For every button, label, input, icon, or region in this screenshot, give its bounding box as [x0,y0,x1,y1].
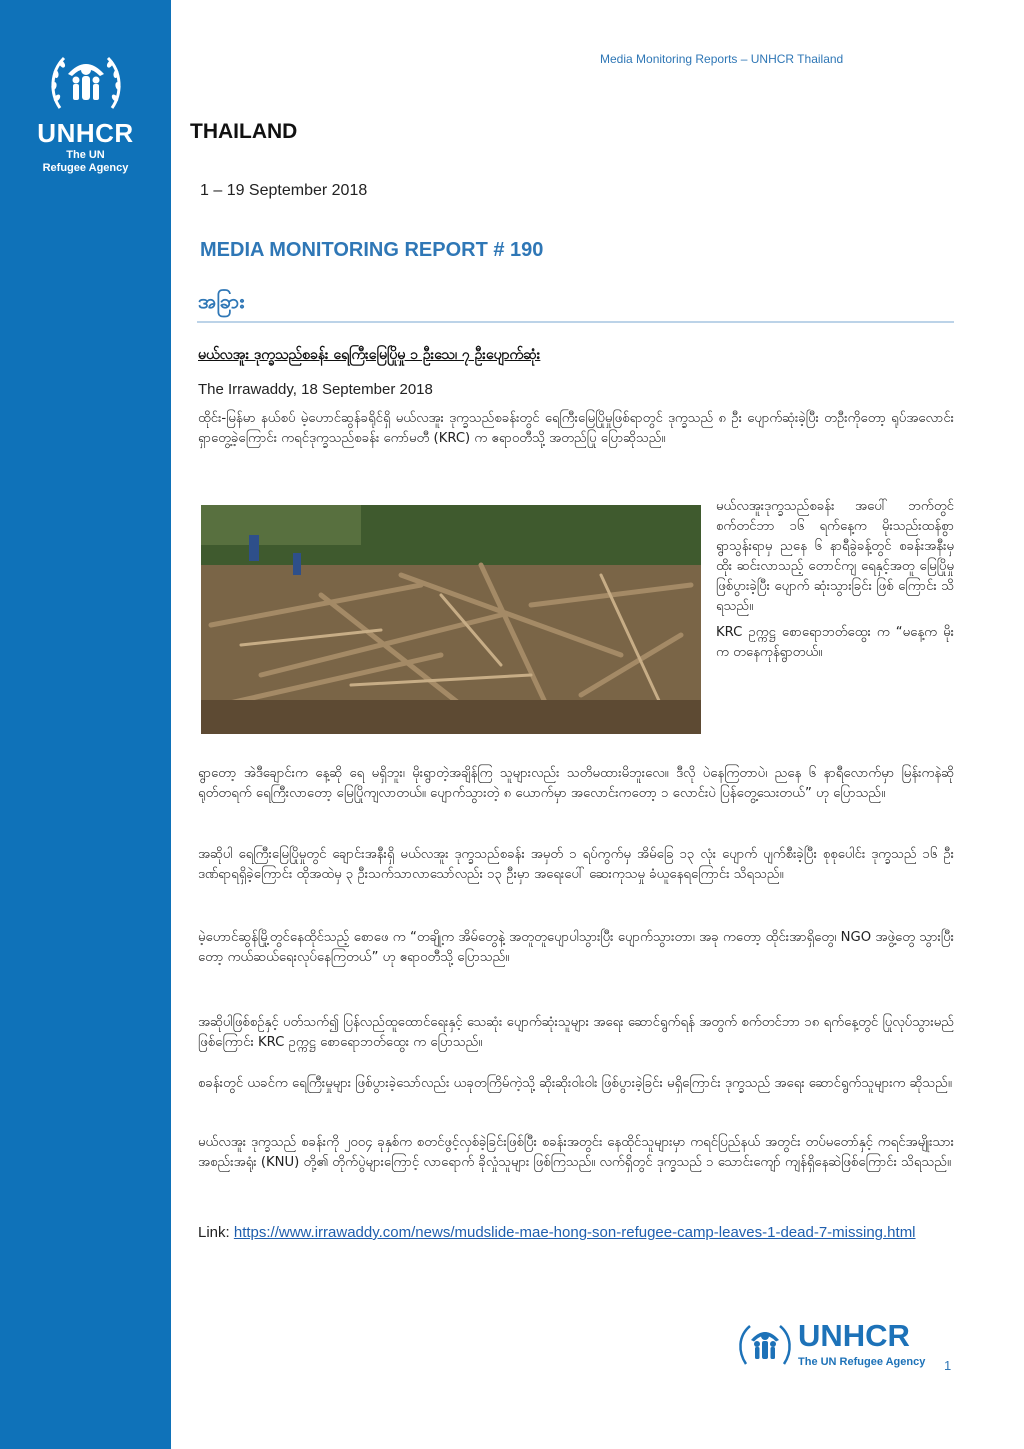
sidebar-band [0,0,171,1449]
article-paragraph-side [716,497,954,663]
mudslide-photo [201,505,701,734]
article-quote-start: KRC ဥက္ကဋ္ဌ စောရောဘတ်ထွေး က “မနေ့က မိုးက တနေကုန်ရွာတယ်။ [716,625,954,660]
article-paragraph: ရွာတော့ အဲဒီချောင်းက နေ့ဆို ရေ မရှိဘူး၊ မိုးရွာတဲ့အချိန်ကြ သူများလည်း သတိမထားမိဘူးလေ။ ဒီလို ပဲနေကြတာပဲ၊ ညနေ ၆ နာရီလောက်မှာ မြန်းကနဲဆို ရုတ်တရက် ရေကြီးလာတော့ မြေပြိုကျလာတယ်။ ပျောက်သွားတဲ့ ၈ ယောက်မှာ အလောင်းကတော့ ၁ လောင်းပဲ ပြန်တွေ့သေးတယ်” ဟု ပြောသည်။ [198,766,954,801]
article-paragraph: မယ်လအူး ဒုက္ခသည် စခန်းကို ၂၀၀၄ ခုနှစ်က စတင်ဖွင့်လှစ်ခဲ့ခြင်းဖြစ်ပြီး စခန်းအတွင်း နေထိုင်သူများမှာ ကရင်ပြည်နယ် အတွင်း တပ်မတော်နှင့် ကရင်အမျိုးသား အစည်းအရုံး (KNU) တို့၏ တိုက်ပွဲများကြောင့် လာရောက် ခိုလှုံသူများ ဖြစ်ကြသည်။ လက်ရှိတွင် ဒုက္ခသည် ၁ သောင်းကျော် ကျန်ရှိနေဆဲဖြစ်ကြောင်း သိရသည်။ [198,1135,954,1170]
article-paragraph: စခန်းတွင် ယခင်က ရေကြီးမှုများ ဖြစ်ပွားခဲ့သော်လည်း ယခုတကြိမ်ကဲ့သို့ ဆိုးဆိုးဝါးဝါး ဖြစ်ပွားခဲ့ခြင်း မရှိကြောင်း ဒုက္ခသည် အရေး ဆောင်ရွက်သူများက ဆိုသည်။ [198,1076,952,1091]
footer-sub-text: The UN Refugee Agency [798,1356,926,1368]
article-paragraph: မဲ့ဟောင်ဆွန်မြို့တွင်နေထိုင်သည့် စောဖေ က “တချို့က အိမ်တွေနဲ့ အတူတူပျောပါသွားပြီး ပျောက်သွားတာ၊ အခု ကတော့ ထိုင်းအာရှိတွေ၊ NGO အဖွဲ့တွေ သွားပြီးတော့ ကယ်ဆယ်ရေးလုပ်နေကြတယ်” ဟု ဧရာဝတီသို့ ပြောသည်။ [198,930,954,965]
article-paragraph: အဆိုပါဖြစ်စဉ်နှင့် ပတ်သက်၍ ပြန်လည်ထူထောင်ရေးနှင့် သေဆုံး ပျောက်ဆုံးသူများ အရေး ဆောင်ရွက်ရန် အတွက် စက်တင်ဘာ ၁၈ ရက်နေ့တွင် ပြုလုပ်သွားမည်ဖြစ်ကြောင်း KRC ဥက္ကဋ္ဌ စောရောဘတ်ထွေး က ပြောသည်။ [198,1015,954,1050]
running-header: Media Monitoring Reports – UNHCR Thailand [600,52,844,66]
date-range: 1 – 19 September 2018 [200,182,368,199]
logo-brand-text: UNHCR [37,118,134,148]
country-title: THAILAND [190,120,298,143]
section-title: အခြား [198,289,245,313]
unhcr-logo [28,50,143,175]
source-link[interactable]: https://www.irrawaddy.com/news/mudslide-mae-hong-son-refugee-camp-leaves-1-dead-7-missing.html [233,1224,916,1241]
article-paragraph: ထိုင်း-မြန်မာ နယ်စပ် မဲ့ဟောင်ဆွန်ခရိုင်ရှိ မယ်လအူး ဒုက္ခသည်စခန်းတွင် ရေကြီးမြေပြိုမှုဖြစ်ရာတွင် ဒုက္ခသည် ၈ ဦး ပျောက်ဆုံးခဲ့ပြီး တဦးကိုတော့ ရုပ်အလောင်း ရှာတွေ့ခဲ့ကြောင်း ကရင်ဒုက္ခသည်စခန်း ကော်မတီ (KRC) က ဧရာဝတီသို့ အတည်ပြု ပြောဆိုသည်။ [198,411,954,446]
section-divider [197,321,954,323]
source-link-block [198,1221,958,1245]
article-source: The Irrawaddy, 18 September 2018 [198,381,433,398]
article-paragraph: အဆိုပါ ရေကြီးမြေပြိုမှုတွင် ချောင်းအနီးရှိ မယ်လအူး ဒုက္ခသည်စခန်း အမှတ် ၁ ရပ်ကွက်မှ အိမ်ခြေ ၁၃ လုံး ပျောက် ပျက်စီးခဲ့ပြီး စုစုပေါင်း ဒုက္ခသည် ၁၆ ဦး ဒဏ်ရာရရှိခဲ့ကြောင်း ထိုအထဲမှ ၃ ဦးသက်သာလာသော်လည်း ၁၃ ဦးမှာ အရေးပေါ် ဆေးကုသမှု ခံယူနေရကြောင်း သိရသည်။ [198,847,954,882]
logo-sub-line2: Refugee Agency [42,162,129,174]
footer-brand-text: UNHCR [798,1318,910,1353]
logo-sub-line1: The UN [66,149,105,161]
footer-logo [738,1318,928,1374]
unhcr-emblem-icon [48,50,124,116]
report-title: MEDIA MONITORING REPORT # 190 [200,239,544,261]
article-paragraph: မယ်လအူးဒုက္ခသည်စခန်း အပေါ် ဘက်တွင် စက်တင်ဘာ ၁၆ ရက်နေ့က မိုးသည်းထန်စွာ ရွာသွန်းရာမှ ညနေ ၆ နာရီခွဲခန့်တွင် စခန်းအနီးမှ ထိုး ဆင်းလာသည့် တောင်ကျ ရေနှင့်အတူ မြေပြိုမှုဖြစ်ပွားခဲ့ပြီး ပျောက် ဆုံးသွားခြင်း ဖြစ် ကြောင်း သိရသည်။ [716,499,954,614]
unhcr-emblem-icon [738,1322,792,1368]
page-number: 1 [944,1358,952,1373]
article-headline: မယ်လအူး ဒုက္ခသည်စခန်း ရေကြီးမြေပြိုမှု ၁ ဦးသေ၊ ၇ ဦးပျောက်ဆုံး [198,347,541,363]
link-label: Link: [198,1224,234,1241]
